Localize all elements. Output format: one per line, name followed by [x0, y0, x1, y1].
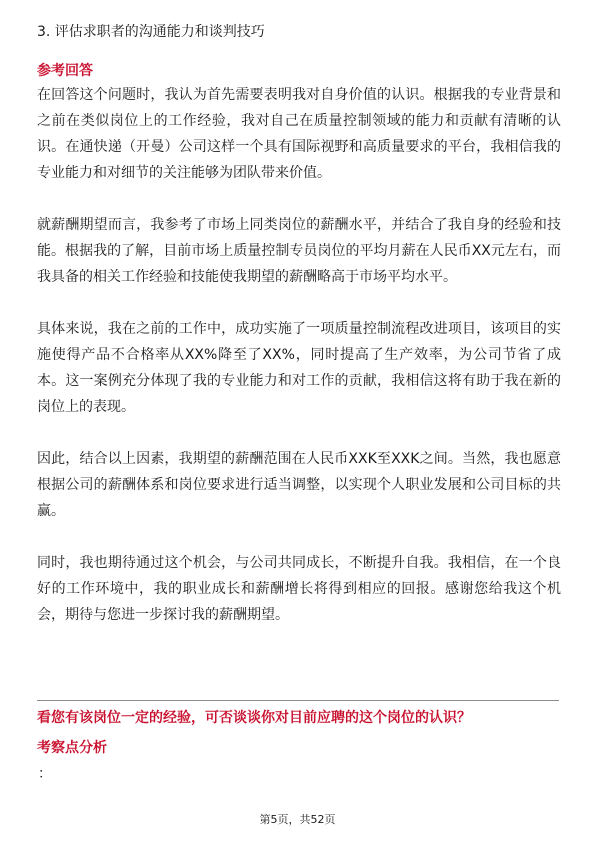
- answer-paragraph: 在回答这个问题时，我认为首先需要表明我对自身价值的认识。根据我的专业背景和之前在类似岗位上的工作经验，我对自己在质量控制领域的能力和贡献有清晰的认识。在通快递（开曼）公司这样一个具有国际视野和高质量要求的平台，我相信我的专业能力和对细节的关注能够为团队带来价值。: [37, 87, 561, 181]
- next-question-title: 看您有该岗位一定的经验，可否谈谈你对目前应聘的这个岗位的认识？: [37, 710, 471, 726]
- analysis-label: 考察点分析: [37, 740, 107, 756]
- answer-paragraph: 就薪酬期望而言，我参考了市场上同类岗位的薪酬水平，并结合了我自身的经验和技能。根据我的了解，目前市场上质量控制专员岗位的平均月薪在人民币XX元左右，而我具备的相关工作经验和技能使我期望的薪酬略高于市场平均水平。: [37, 217, 561, 285]
- section-title: 3. 评估求职者的沟通能力和谈判技巧: [37, 24, 265, 40]
- answer-paragraph: 同时，我也期待通过这个机会，与公司共同成长，不断提升自我。我相信，在一个良好的工作环境中，我的职业成长和薪酬增长将得到相应的回报。感谢您给我这个机会，期待与您进一步探讨我的薪酬期望。: [37, 555, 561, 623]
- page-number: 第5页，共52页: [259, 813, 336, 826]
- answer-paragraph: 具体来说，我在之前的工作中，成功实施了一项质量控制流程改进项目，该项目的实施使得产品不合格率从XX%降至了XX%，同时提高了生产效率，为公司节省了成本。这一案例充分体现了我的专业能力和对工作的贡献，我相信这将有助于我在新的岗位上的表现。: [37, 321, 561, 415]
- answer-paragraph: 因此，结合以上因素，我期望的薪酬范围在人民币XXK至XXK之间。当然，我也愿意根据公司的薪酬体系和岗位要求进行适当调整，以实现个人职业发展和公司目标的共赢。: [37, 451, 561, 519]
- reference-answer-label: 参考回答: [37, 63, 93, 79]
- reference-answer-body: [37, 82, 561, 654]
- analysis-text: ：: [38, 766, 52, 782]
- section-divider: [37, 700, 559, 701]
